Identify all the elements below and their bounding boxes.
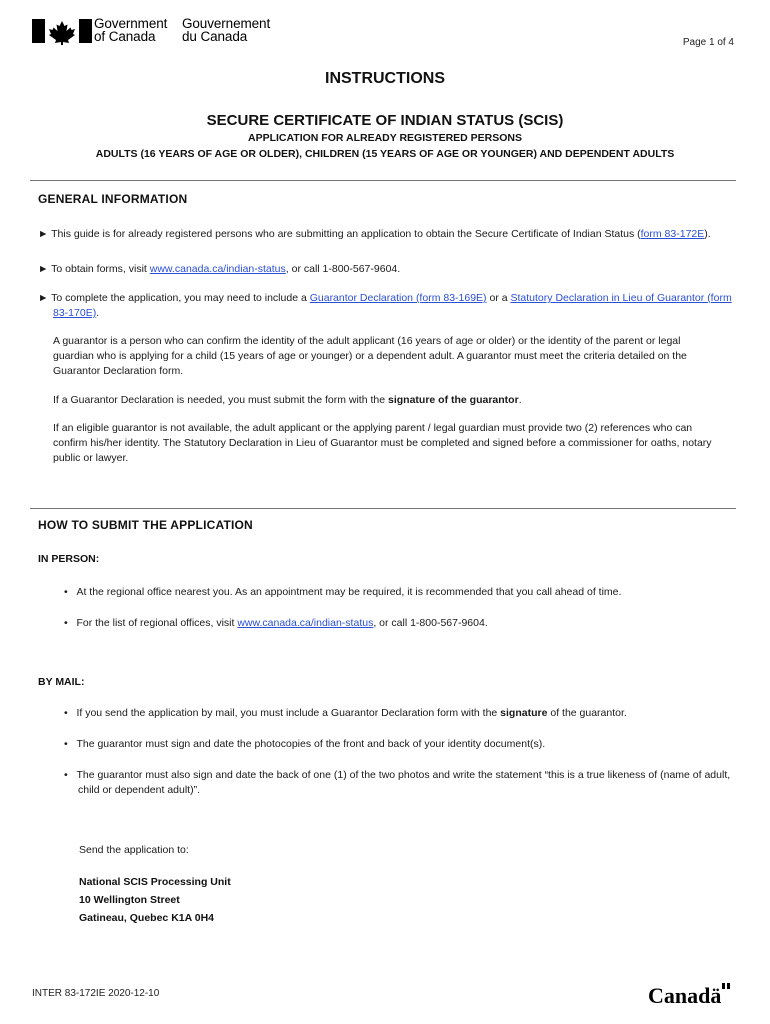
arrow-icon: ► (38, 292, 49, 304)
canada-flag-icon (32, 17, 92, 45)
government-of-canada-signature (32, 17, 272, 45)
in-person-item-office: • At the regional office nearest you. As an appointment may be required, it is recommended that you call ahead of time. (64, 586, 622, 598)
mail-item-photocopies: • The guarantor must sign and date the photocopies of the front and back of your identity document(s). (64, 738, 546, 750)
form-83-172e-link[interactable]: form 83-172E (640, 228, 705, 240)
guarantor-definition-paragraph: A guarantor is a person who can confirm the identity of the adult applicant (16 years of age or older) or the identity of the parent or legal guardian who is applying for a child (15 years of age or younger) or a dependent adult. A guarantor must meet the criteria detailed on the Guarantor Declaration form. (53, 335, 687, 377)
send-to-label: Send the application to: (79, 844, 189, 856)
mail-item-guarantor-form: • If you send the application by mail, you must include a Guarantor Declaration form with the signature of the guarantor. (64, 707, 627, 719)
gov-en-line1: Government (94, 16, 168, 31)
arrow-icon: ► (38, 263, 49, 275)
gov-fr-line2: du Canada (182, 29, 248, 44)
address-line3: Gatineau, Quebec K1A 0H4 (79, 912, 214, 924)
section-divider (30, 180, 736, 181)
statutory-declaration-link[interactable]: Statutory Declaration in Lieu of Guarantor (form 83-170E) (53, 292, 732, 319)
section-divider (30, 508, 736, 509)
gov-fr-line1: Gouvernement (182, 16, 271, 31)
general-item-declarations: ► To complete the application, you may need to include a Guarantor Declaration (form 83-169E) or a Statutory Declaration in Lieu of Guarantor (form 83-170E). (38, 292, 732, 319)
page-number: Page 1 of 4 (682, 37, 734, 48)
address-line1: National SCIS Processing Unit (79, 876, 231, 888)
indian-status-website-link[interactable]: www.canada.ca/indian-status (149, 263, 286, 275)
svg-text:Canadä: Canadä (648, 983, 722, 1005)
in-person-item-list: • For the list of regional offices, visit www.canada.ca/indian-status, or call 1-800-567-9604. (64, 617, 488, 629)
bullet-icon: • (64, 586, 68, 598)
canada-wordmark-icon (648, 983, 732, 1005)
bullet-icon: • (64, 617, 68, 629)
guarantor-signature-paragraph: If a Guarantor Declaration is needed, you must submit the form with the signature of the guarantor. (53, 394, 522, 406)
address-line2: 10 Wellington Street (79, 894, 180, 906)
document-subtitle: SECURE CERTIFICATE OF INDIAN STATUS (SCIS) (206, 112, 564, 129)
document-title: INSTRUCTIONS (325, 70, 445, 87)
bullet-icon: • (64, 738, 68, 750)
general-item-forms: ► To obtain forms, visit www.canada.ca/indian-status, or call 1-800-567-9604. (38, 263, 401, 275)
references-paragraph: If an eligible guarantor is not available, the adult applicant or the applying parent / legal guardian must provide two (2) references who can confirm his/her identity. The Statutory Declaration in Lieu of Guarantor must be completed and signed before a commissioner for oaths, notary public or lawyer. (53, 422, 712, 464)
how-to-submit-heading: HOW TO SUBMIT THE APPLICATION (38, 518, 253, 532)
arrow-icon: ► (38, 228, 49, 240)
bullet-icon: • (64, 707, 68, 719)
in-person-heading: IN PERSON: (38, 553, 100, 565)
general-item-guide: ► This guide is for already registered persons who are submitting an application to obtain the Secure Certificate of Indian Status (form 83-172E). (38, 228, 711, 240)
document-subtitle-line1: APPLICATION FOR ALREADY REGISTERED PERSONS (248, 132, 522, 144)
by-mail-heading: BY MAIL: (38, 676, 85, 688)
document-subtitle-line2: ADULTS (16 YEARS OF AGE OR OLDER), CHILDREN (15 YEARS OF AGE OR YOUNGER) AND DEPENDENT ADULTS (95, 148, 675, 160)
form-identifier: INTER 83-172IE 2020-12-10 (32, 988, 160, 999)
bullet-icon: • (64, 769, 68, 781)
general-information-heading: GENERAL INFORMATION (38, 192, 188, 206)
mail-item-photos: • The guarantor must also sign and date the back of one (1) of the two photos and write the statement “this is a true likeness of (name of adult, child or dependent adult)”. (64, 769, 731, 796)
canada-wordmark-logo (648, 983, 732, 1005)
gov-en-line2: of Canada (94, 29, 156, 44)
guarantor-declaration-link[interactable]: Guarantor Declaration (form 83-169E) (309, 292, 487, 304)
indian-status-website-link[interactable]: www.canada.ca/indian-status (237, 617, 374, 629)
